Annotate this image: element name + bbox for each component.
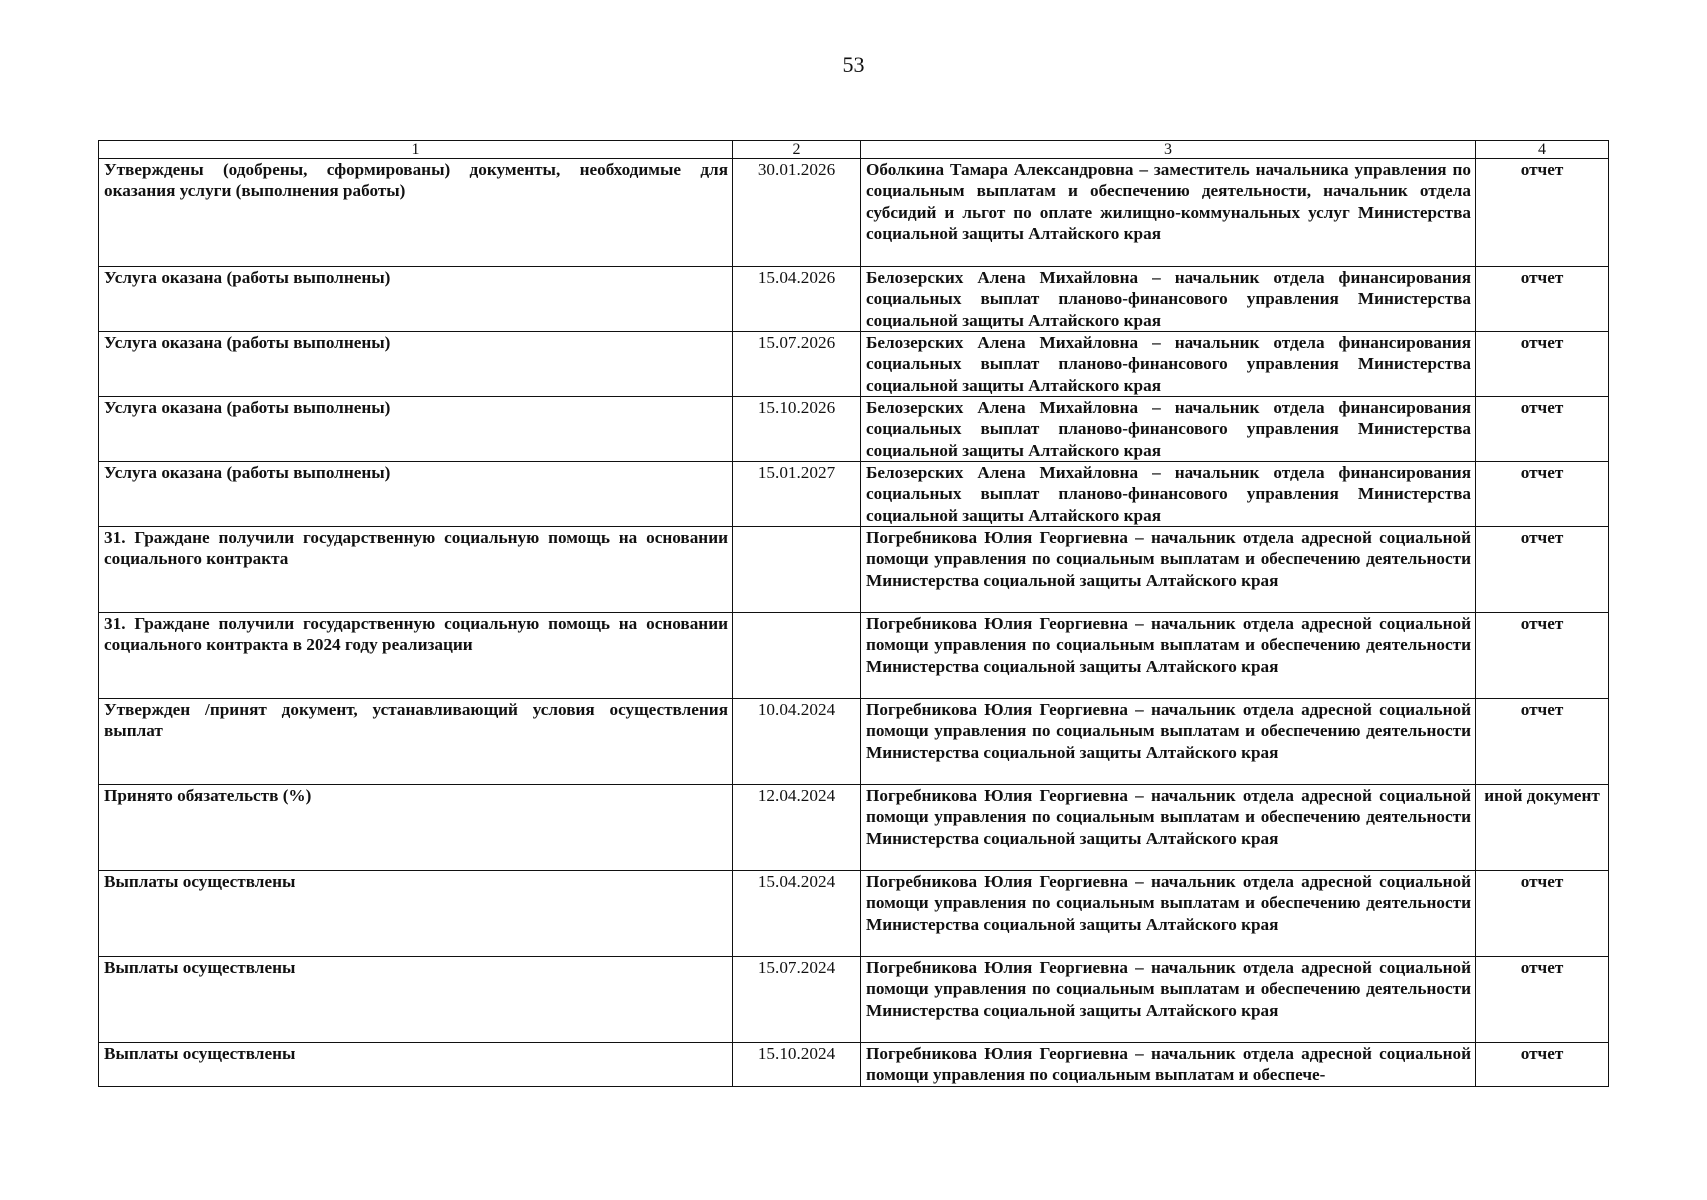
column-header-3: 3 bbox=[861, 141, 1476, 159]
result-cell: Выплаты осуществлены bbox=[99, 871, 733, 957]
document-type-cell: отчет bbox=[1476, 462, 1609, 527]
column-header-1: 1 bbox=[99, 141, 733, 159]
responsible-cell: Белозерских Алена Михайловна – начальник отдела финансирования социальных выплат планово-финансового управления Министерства социальной защиты Алтайского края bbox=[861, 397, 1476, 462]
result-cell: Выплаты осуществлены bbox=[99, 957, 733, 1043]
date-cell: 15.07.2024 bbox=[733, 957, 861, 1043]
document-type-cell: иной документ bbox=[1476, 785, 1609, 871]
result-cell: Утвержден /принят документ, устанавливающий условия осуществления выплат bbox=[99, 699, 733, 785]
table-row bbox=[99, 397, 1609, 462]
responsible-cell: Погребникова Юлия Георгиевна – начальник отдела адресной социальной помощи управления по социальным выплатам и обеспечению деятельности Министерства социальной защиты Алтайского края bbox=[861, 871, 1476, 957]
result-cell: Услуга оказана (работы выполнены) bbox=[99, 332, 733, 397]
responsible-cell: Погребникова Юлия Георгиевна – начальник отдела адресной социальной помощи управления по социальным выплатам и обеспечению деятельности Министерства социальной защиты Алтайского края bbox=[861, 785, 1476, 871]
date-cell: 30.01.2026 bbox=[733, 159, 861, 267]
responsible-cell: Погребникова Юлия Георгиевна – начальник отдела адресной социальной помощи управления по социальным выплатам и обеспечению деятельности Министерства социальной защиты Алтайского края bbox=[861, 613, 1476, 699]
date-cell: 15.04.2024 bbox=[733, 871, 861, 957]
document-type-cell: отчет bbox=[1476, 1043, 1609, 1087]
date-cell: 15.10.2024 bbox=[733, 1043, 861, 1087]
column-header-4: 4 bbox=[1476, 141, 1609, 159]
table-row bbox=[99, 785, 1609, 871]
document-type-cell: отчет bbox=[1476, 699, 1609, 785]
date-cell: 15.01.2027 bbox=[733, 462, 861, 527]
page-number: 53 bbox=[842, 52, 865, 77]
table-row bbox=[99, 1043, 1609, 1087]
date-cell: 15.07.2026 bbox=[733, 332, 861, 397]
date-cell: 15.04.2026 bbox=[733, 267, 861, 332]
document-type-cell: отчет bbox=[1476, 957, 1609, 1043]
document-type-cell: отчет bbox=[1476, 159, 1609, 267]
document-type-cell: отчет bbox=[1476, 267, 1609, 332]
responsible-cell: Белозерских Алена Михайловна – начальник отдела финансирования социальных выплат планово-финансового управления Министерства социальной защиты Алтайского края bbox=[861, 332, 1476, 397]
responsible-cell: Белозерских Алена Михайловна – начальник отдела финансирования социальных выплат планово-финансового управления Министерства социальной защиты Алтайского края bbox=[861, 267, 1476, 332]
document-type-cell: отчет bbox=[1476, 871, 1609, 957]
table-row bbox=[99, 267, 1609, 332]
result-cell: Услуга оказана (работы выполнены) bbox=[99, 267, 733, 332]
table-row bbox=[99, 871, 1609, 957]
date-cell: 15.10.2026 bbox=[733, 397, 861, 462]
table-row bbox=[99, 159, 1609, 267]
table-row bbox=[99, 527, 1609, 613]
responsible-cell: Погребникова Юлия Георгиевна – начальник отдела адресной социальной помощи управления по социальным выплатам и обеспечению деятельности Министерства социальной защиты Алтайского края bbox=[861, 699, 1476, 785]
result-cell: Услуга оказана (работы выполнены) bbox=[99, 397, 733, 462]
date-cell bbox=[733, 527, 861, 613]
result-cell: 31. Граждане получили государственную социальную помощь на основании социального контракта bbox=[99, 527, 733, 613]
document-type-cell: отчет bbox=[1476, 397, 1609, 462]
result-cell: Услуга оказана (работы выполнены) bbox=[99, 462, 733, 527]
table-row bbox=[99, 613, 1609, 699]
responsible-cell: Погребникова Юлия Георгиевна – начальник отдела адресной социальной помощи управления по социальным выплатам и обеспечению деятельности Министерства социальной защиты Алтайского края bbox=[861, 527, 1476, 613]
column-header-2: 2 bbox=[733, 141, 861, 159]
table-body bbox=[99, 159, 1609, 1087]
table-row bbox=[99, 332, 1609, 397]
date-cell: 10.04.2024 bbox=[733, 699, 861, 785]
table-row bbox=[99, 462, 1609, 527]
responsible-cell: Оболкина Тамара Александровна – заместитель начальника управления по социальным выплатам и обеспечению деятельности, начальник отдела субсидий и льгот по оплате жилищно-коммунальных услуг Министерства социальной защиты Алтайского края bbox=[861, 159, 1476, 267]
result-cell: Принято обязательств (%) bbox=[99, 785, 733, 871]
result-cell: Выплаты осуществлены bbox=[99, 1043, 733, 1087]
document-table bbox=[98, 140, 1609, 1087]
result-cell: 31. Граждане получили государственную социальную помощь на основании социального контракта в 2024 году реализации bbox=[99, 613, 733, 699]
table-row bbox=[99, 957, 1609, 1043]
document-type-cell: отчет bbox=[1476, 332, 1609, 397]
responsible-cell: Белозерских Алена Михайловна – начальник отдела финансирования социальных выплат планово-финансового управления Министерства социальной защиты Алтайского края bbox=[861, 462, 1476, 527]
responsible-cell: Погребникова Юлия Георгиевна – начальник отдела адресной социальной помощи управления по социальным выплатам и обеспечению деятельности Министерства социальной защиты Алтайского края bbox=[861, 957, 1476, 1043]
date-cell bbox=[733, 613, 861, 699]
date-cell: 12.04.2024 bbox=[733, 785, 861, 871]
result-cell: Утверждены (одобрены, сформированы) документы, необходимые для оказания услуги (выполнения работы) bbox=[99, 159, 733, 267]
table-header bbox=[99, 141, 1609, 159]
header-row bbox=[99, 141, 1609, 159]
responsible-cell: Погребникова Юлия Георгиевна – начальник отдела адресной социальной помощи управления по социальным выплатам и обеспече- bbox=[861, 1043, 1476, 1087]
document-type-cell: отчет bbox=[1476, 527, 1609, 613]
table-row bbox=[99, 699, 1609, 785]
document-type-cell: отчет bbox=[1476, 613, 1609, 699]
